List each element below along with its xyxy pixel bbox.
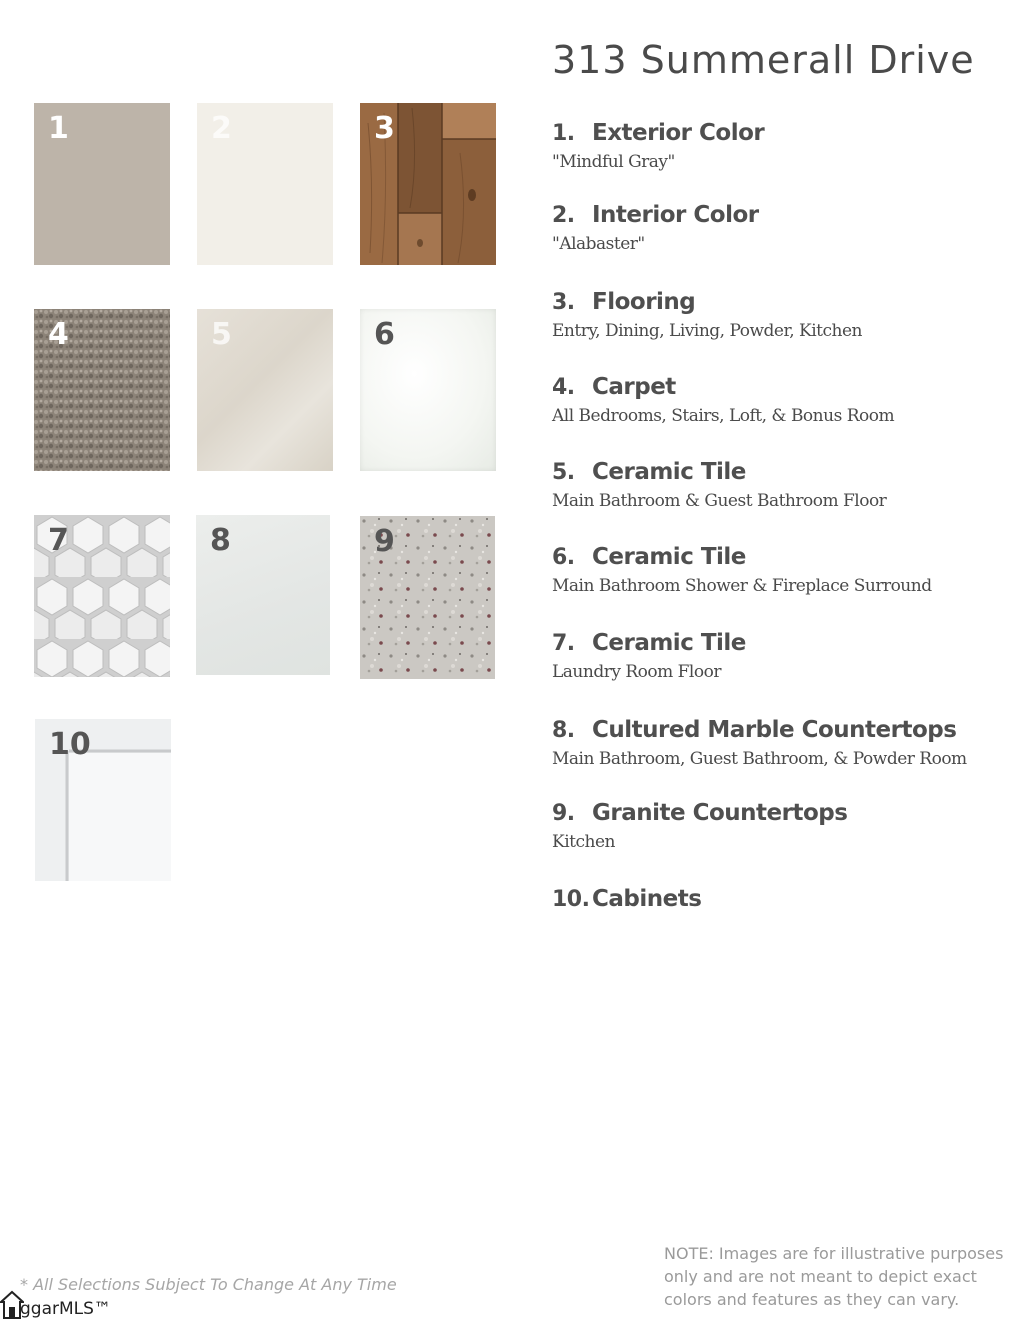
- swatch-carpet: [34, 309, 170, 471]
- swatch-ceramic-tile-floor: [197, 309, 333, 471]
- swatch-exterior-color: [34, 103, 170, 265]
- swatch-number: 9: [374, 524, 395, 559]
- mls-watermark: [0, 1290, 120, 1323]
- swatch-hex-mosaic-tile: [34, 515, 170, 677]
- selection-title-text: Interior Color: [592, 202, 759, 228]
- selection-description: Kitchen: [552, 832, 615, 852]
- selection-title: [552, 544, 932, 570]
- selection-number: 10.: [552, 887, 590, 912]
- selection-item: [552, 202, 759, 254]
- selection-description: Entry, Dining, Living, Powder, Kitchen: [552, 321, 862, 341]
- selection-number: 8.: [552, 718, 575, 743]
- selection-title: [552, 886, 701, 912]
- selection-number: 6.: [552, 545, 575, 570]
- selection-number: 7.: [552, 631, 575, 656]
- selection-description: Main Bathroom & Guest Bathroom Floor: [552, 491, 887, 511]
- selection-title: [552, 289, 862, 315]
- swatch-interior-color: [197, 103, 333, 265]
- selection-title: [552, 800, 847, 826]
- selection-number: 4.: [552, 375, 575, 400]
- mls-watermark-text: ggarMLS™: [20, 1299, 111, 1319]
- selection-title-text: Cultured Marble Countertops: [592, 717, 957, 743]
- swatch-ceramic-tile-shower: [360, 309, 496, 471]
- swatch-granite: [360, 516, 495, 679]
- swatch-number: 7: [48, 523, 69, 558]
- selection-item: [552, 800, 847, 852]
- selection-item: [552, 120, 764, 172]
- page-title: 313 Summerall Drive: [552, 38, 975, 82]
- selection-item: [552, 289, 862, 341]
- selection-description: Main Bathroom, Guest Bathroom, & Powder Room: [552, 749, 967, 769]
- swatch-number: 6: [374, 317, 395, 352]
- selection-title: [552, 459, 886, 485]
- selection-description: Main Bathroom Shower & Fireplace Surround: [552, 576, 932, 596]
- swatch-number: 8: [210, 523, 231, 558]
- swatch-cabinets: [35, 719, 171, 881]
- selection-description: "Mindful Gray": [552, 152, 675, 172]
- selection-title-text: Ceramic Tile: [592, 544, 746, 570]
- swatch-number: 5: [211, 317, 232, 352]
- swatch-number: 4: [48, 317, 69, 352]
- selection-item: [552, 459, 886, 511]
- selection-number: 1.: [552, 121, 575, 146]
- selection-description: "Alabaster": [552, 234, 645, 254]
- swatch-flooring: [360, 103, 496, 265]
- selection-description: All Bedrooms, Stairs, Loft, & Bonus Room: [552, 406, 895, 426]
- selection-item: [552, 544, 932, 596]
- selection-title-text: Granite Countertops: [592, 800, 848, 826]
- selection-item: [552, 717, 967, 769]
- selection-item: [552, 886, 701, 912]
- selection-title: [552, 374, 894, 400]
- swatch-number: 1: [48, 111, 69, 146]
- swatch-number: 3: [374, 111, 395, 146]
- selection-item: [552, 630, 746, 682]
- selection-title-text: Flooring: [592, 289, 696, 315]
- selection-title-text: Cabinets: [592, 886, 702, 912]
- selection-title-text: Ceramic Tile: [592, 630, 746, 656]
- selection-item: [552, 374, 894, 426]
- swatch-number: 2: [211, 111, 232, 146]
- selection-title: [552, 630, 746, 656]
- selection-description: Laundry Room Floor: [552, 662, 721, 682]
- selection-title: [552, 202, 759, 228]
- selection-title-text: Ceramic Tile: [592, 459, 746, 485]
- selection-title: [552, 120, 764, 146]
- selection-number: 3.: [552, 290, 575, 315]
- disclaimer-text: * All Selections Subject To Change At Any Time: [20, 1275, 397, 1294]
- selection-title: [552, 717, 967, 743]
- selection-title-text: Carpet: [592, 374, 676, 400]
- selection-number: 5.: [552, 460, 575, 485]
- illustrative-note: NOTE: Images are for illustrative purposes only and are not meant to depict exact colors and features as they can vary.: [664, 1244, 1004, 1309]
- swatch-number: 10: [49, 727, 91, 762]
- selection-number: 2.: [552, 203, 575, 228]
- selection-title-text: Exterior Color: [592, 120, 765, 146]
- swatch-cultured-marble: [196, 515, 330, 675]
- selection-number: 9.: [552, 801, 575, 826]
